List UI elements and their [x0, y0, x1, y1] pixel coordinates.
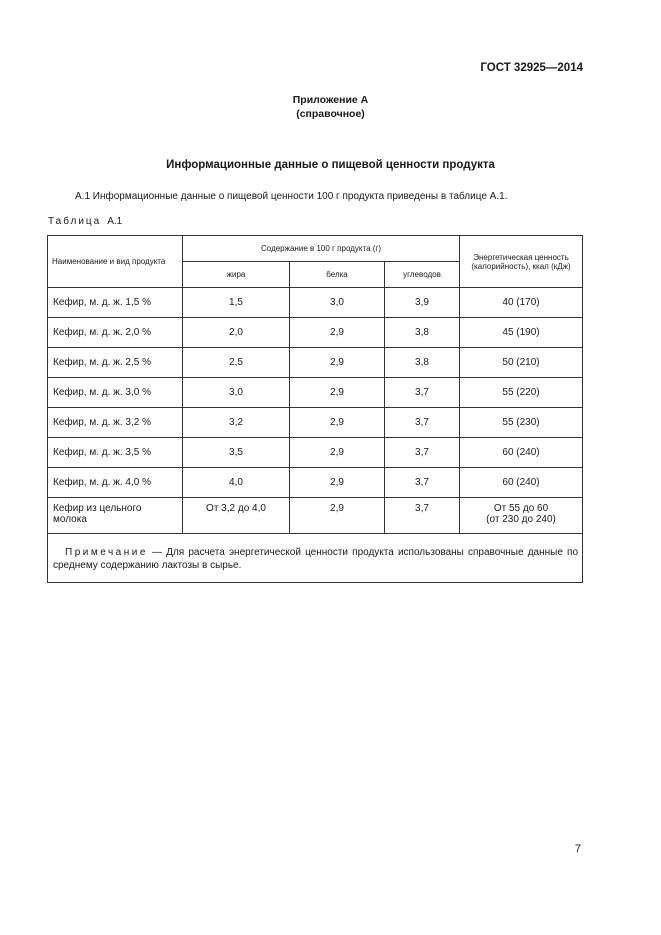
table-row [48, 408, 583, 438]
note-text: — Для расчета энергетической ценности продукта использованы справочные данные по среднему содержанию лактозы в сырье. [53, 547, 579, 571]
table-row [48, 348, 583, 378]
header-fat: жира [183, 262, 290, 288]
table-row [48, 498, 583, 534]
header-energy-line2: (калорийность), ккал (кДж) [471, 261, 571, 271]
cell-energy: 55 (220) [460, 378, 583, 408]
nutrition-table [47, 235, 583, 583]
section-heading: Информационные данные о пищевой ценности продукта [166, 159, 495, 171]
intro-paragraph: А.1 Информационные данные о пищевой ценности 100 г продукта приведены в таблице А.1. [75, 191, 508, 202]
page-number: 7 [574, 843, 581, 855]
cell-fat: 3,0 [183, 378, 290, 408]
cell-fat: От 3,2 до 4,0 [183, 498, 290, 534]
table-row [48, 288, 583, 318]
cell-energy: 45 (190) [460, 318, 583, 348]
annex-title: Приложение А [292, 94, 369, 106]
header-energy-line1: Энергетическая ценность [473, 252, 569, 262]
cell-protein: 2,9 [290, 318, 385, 348]
header-protein: белка [290, 262, 385, 288]
cell-fat: 3,5 [183, 438, 290, 468]
note-label: Примечание [65, 547, 148, 558]
cell-product-name: Кефир, м. д. ж. 1,5 % [48, 288, 183, 318]
cell-fat: 1,5 [183, 288, 290, 318]
header-carbs: углеводов [385, 262, 460, 288]
table-note-row [48, 534, 583, 583]
cell-energy [460, 498, 583, 534]
header-energy [460, 236, 583, 288]
cell-carbs: 3,7 [385, 498, 460, 534]
cell-carbs: 3,8 [385, 318, 460, 348]
cell-energy: 55 (230) [460, 408, 583, 438]
table-row [48, 438, 583, 468]
table-row [48, 468, 583, 498]
cell-fat: 2,5 [183, 348, 290, 378]
cell-carbs: 3,7 [385, 438, 460, 468]
cell-carbs: 3,8 [385, 348, 460, 378]
standard-id: ГОСТ 32925—2014 [480, 62, 583, 74]
cell-energy: 60 (240) [460, 468, 583, 498]
cell-energy: 50 (210) [460, 348, 583, 378]
table-row [48, 378, 583, 408]
table-row [48, 318, 583, 348]
cell-energy-line2: (от 230 до 240) [486, 514, 556, 525]
cell-product-name: Кефир, м. д. ж. 2,0 % [48, 318, 183, 348]
cell-product-name: Кефир из цельного молока [48, 498, 183, 534]
table-caption [48, 216, 122, 227]
table-caption-number: А.1 [107, 216, 123, 227]
cell-protein: 3,0 [290, 288, 385, 318]
cell-carbs: 3,7 [385, 378, 460, 408]
cell-protein: 2,9 [290, 348, 385, 378]
cell-energy: 60 (240) [460, 438, 583, 468]
cell-carbs: 3,7 [385, 468, 460, 498]
header-content-group: Содержание в 100 г продукта (г) [183, 236, 460, 262]
cell-fat: 2,0 [183, 318, 290, 348]
cell-product-name: Кефир, м. д. ж. 3,2 % [48, 408, 183, 438]
cell-energy: 40 (170) [460, 288, 583, 318]
cell-protein: 2,9 [290, 438, 385, 468]
cell-energy-line1: От 55 до 60 [493, 503, 549, 514]
cell-protein: 2,9 [290, 468, 385, 498]
cell-protein: 2,9 [290, 378, 385, 408]
cell-carbs: 3,7 [385, 408, 460, 438]
annex-subtitle: (справочное) [296, 108, 365, 120]
header-product-name: Наименование и вид продукта [48, 236, 183, 288]
cell-product-name: Кефир, м. д. ж. 2,5 % [48, 348, 183, 378]
cell-fat: 3,2 [183, 408, 290, 438]
cell-product-name: Кефир, м. д. ж. 4,0 % [48, 468, 183, 498]
cell-product-name: Кефир, м. д. ж. 3,5 % [48, 438, 183, 468]
table-header-row [48, 236, 583, 262]
annex-heading [0, 93, 661, 121]
table-caption-word: Таблица [48, 216, 102, 227]
cell-product-name: Кефир, м. д. ж. 3,0 % [48, 378, 183, 408]
cell-protein: 2,9 [290, 498, 385, 534]
table-note [48, 534, 583, 583]
cell-carbs: 3,9 [385, 288, 460, 318]
cell-fat: 4,0 [183, 468, 290, 498]
cell-protein: 2,9 [290, 408, 385, 438]
